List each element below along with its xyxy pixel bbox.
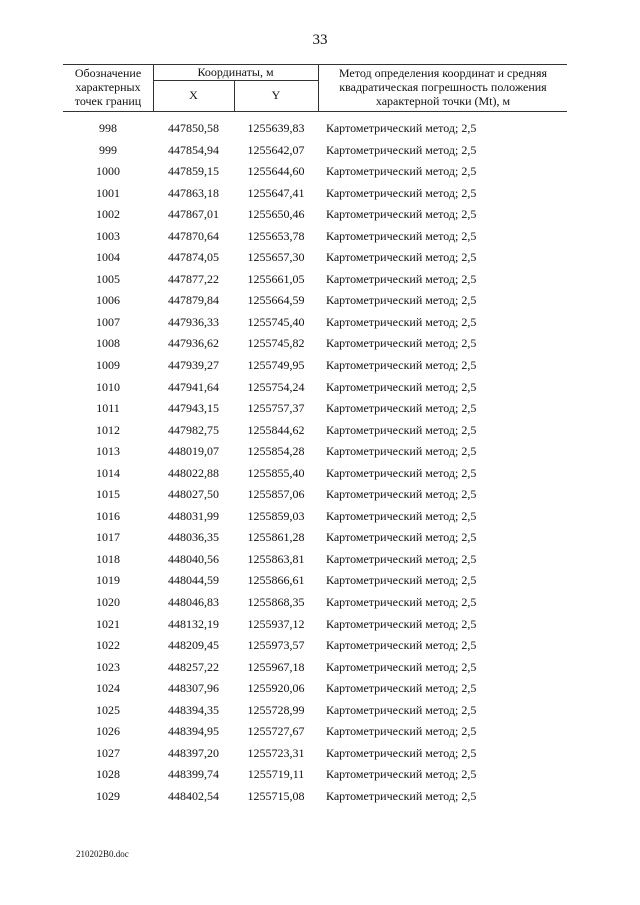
x-cell: 447859,15 — [168, 164, 219, 179]
table-row — [63, 678, 567, 700]
table-header — [63, 64, 567, 112]
coords-underline — [153, 80, 318, 81]
point-cell: 1008 — [96, 336, 120, 351]
point-cell: 999 — [99, 142, 117, 157]
x-cell: 448397,20 — [168, 745, 219, 760]
y-cell: 1255642,07 — [247, 142, 305, 157]
y-cell: 1255727,67 — [247, 724, 305, 739]
point-cell: 1025 — [96, 702, 120, 717]
y-cell: 1255973,57 — [247, 638, 305, 653]
method-cell: Картометрический метод; 2,5 — [326, 595, 477, 610]
table-row — [63, 290, 567, 312]
table-row — [63, 312, 567, 334]
header-coords: Координаты, м — [197, 65, 274, 79]
y-cell: 1255863,81 — [247, 551, 305, 566]
method-cell: Картометрический метод; 2,5 — [326, 401, 477, 416]
x-cell: 448209,45 — [168, 638, 219, 653]
x-cell: 448402,54 — [168, 788, 219, 803]
table-row — [63, 204, 567, 226]
method-cell: Картометрический метод; 2,5 — [326, 164, 477, 179]
method-cell: Картометрический метод; 2,5 — [326, 250, 477, 265]
table-row — [63, 463, 567, 485]
x-cell: 448022,88 — [168, 465, 219, 480]
method-cell: Картометрический метод; 2,5 — [326, 142, 477, 157]
point-cell: 1012 — [96, 422, 120, 437]
header-method-line1: Метод определения координат и средняя — [338, 66, 548, 80]
x-cell: 447939,27 — [168, 358, 219, 373]
method-cell: Картометрический метод; 2,5 — [326, 767, 477, 782]
table-row — [63, 743, 567, 765]
method-cell: Картометрический метод; 2,5 — [326, 444, 477, 459]
x-cell: 448394,35 — [168, 702, 219, 717]
table-row — [63, 635, 567, 657]
table-row — [63, 140, 567, 162]
y-cell: 1255868,35 — [247, 595, 305, 610]
method-cell: Картометрический метод; 2,5 — [326, 379, 477, 394]
point-cell: 1016 — [96, 508, 120, 523]
y-cell: 1255745,40 — [247, 314, 305, 329]
y-cell: 1255920,06 — [247, 681, 305, 696]
table-row — [63, 484, 567, 506]
point-cell: 1029 — [96, 788, 120, 803]
coordinates-table — [63, 118, 567, 808]
y-cell: 1255749,95 — [247, 358, 305, 373]
y-cell: 1255728,99 — [247, 702, 305, 717]
method-cell: Картометрический метод; 2,5 — [326, 681, 477, 696]
point-cell: 1014 — [96, 465, 120, 480]
method-cell: Картометрический метод; 2,5 — [326, 702, 477, 717]
y-cell: 1255644,60 — [247, 164, 305, 179]
x-cell: 447854,94 — [168, 142, 219, 157]
y-cell: 1255754,24 — [247, 379, 305, 394]
table-row — [63, 247, 567, 269]
y-cell: 1255844,62 — [247, 422, 305, 437]
table-row — [63, 700, 567, 722]
y-cell: 1255723,31 — [247, 745, 305, 760]
x-cell: 447877,22 — [168, 271, 219, 286]
x-cell: 447850,58 — [168, 121, 219, 135]
y-cell: 1255861,28 — [247, 530, 305, 545]
y-cell: 1255937,12 — [247, 616, 305, 631]
point-cell: 1009 — [96, 358, 120, 373]
header-x: X — [189, 88, 198, 102]
table-row — [63, 614, 567, 636]
x-cell: 448394,95 — [168, 724, 219, 739]
y-cell: 1255664,59 — [247, 293, 305, 308]
point-cell: 1019 — [96, 573, 120, 588]
method-cell: Картометрический метод; 2,5 — [326, 336, 477, 351]
point-cell: 1026 — [96, 724, 120, 739]
method-cell: Картометрический метод; 2,5 — [326, 185, 477, 200]
header-bottom-rule — [63, 111, 567, 112]
y-cell: 1255719,11 — [247, 767, 305, 782]
y-cell: 1255857,06 — [247, 487, 305, 502]
method-cell: Картометрический метод; 2,5 — [326, 121, 477, 135]
page-number: 33 — [312, 32, 328, 48]
point-cell: 1017 — [96, 530, 120, 545]
table-row — [63, 527, 567, 549]
method-cell: Картометрический метод; 2,5 — [326, 293, 477, 308]
point-cell: 1013 — [96, 444, 120, 459]
table-row — [63, 355, 567, 377]
header-top-rule — [63, 64, 567, 65]
table-row — [63, 420, 567, 442]
point-cell: 1006 — [96, 293, 120, 308]
header-point-line3: точек границ — [74, 94, 142, 108]
table-row — [63, 269, 567, 291]
point-cell: 1005 — [96, 271, 120, 286]
method-cell: Картометрический метод; 2,5 — [326, 508, 477, 523]
point-cell: 1023 — [96, 659, 120, 674]
table-row — [63, 657, 567, 679]
method-cell: Картометрический метод; 2,5 — [326, 530, 477, 545]
point-cell: 998 — [99, 121, 117, 135]
method-cell: Картометрический метод; 2,5 — [326, 314, 477, 329]
method-cell: Картометрический метод; 2,5 — [326, 207, 477, 222]
x-cell: 447863,18 — [168, 185, 219, 200]
x-cell: 448046,83 — [168, 595, 219, 610]
table-row — [63, 377, 567, 399]
point-cell: 1018 — [96, 551, 120, 566]
x-cell: 448036,35 — [168, 530, 219, 545]
method-cell: Картометрический метод; 2,5 — [326, 271, 477, 286]
method-cell: Картометрический метод; 2,5 — [326, 638, 477, 653]
x-cell: 448132,19 — [168, 616, 219, 631]
method-cell: Картометрический метод; 2,5 — [326, 724, 477, 739]
table-row — [63, 506, 567, 528]
x-cell: 447874,05 — [168, 250, 219, 265]
x-cell: 448019,07 — [168, 444, 219, 459]
point-cell: 1007 — [96, 314, 120, 329]
method-cell: Картометрический метод; 2,5 — [326, 788, 477, 803]
y-cell: 1255647,41 — [247, 185, 305, 200]
x-cell: 448044,59 — [168, 573, 219, 588]
y-cell: 1255855,40 — [247, 465, 305, 480]
y-cell: 1255639,83 — [247, 121, 305, 135]
header-method-line3: характерной точки (Mt), м — [375, 94, 511, 108]
x-cell: 447867,01 — [168, 207, 219, 222]
y-cell: 1255650,46 — [247, 207, 305, 222]
header-point-line1: Обозначение — [74, 66, 142, 80]
header-y: Y — [271, 88, 281, 102]
table-row — [63, 333, 567, 355]
point-cell: 1001 — [96, 185, 120, 200]
method-cell: Картометрический метод; 2,5 — [326, 745, 477, 760]
document-footer: 210202B0.doc — [76, 849, 129, 859]
table-row — [63, 161, 567, 183]
x-cell: 448031,99 — [168, 508, 219, 523]
x-cell: 448257,22 — [168, 659, 219, 674]
y-cell: 1255715,08 — [247, 788, 305, 803]
point-cell: 1021 — [96, 616, 120, 631]
table-row — [63, 721, 567, 743]
method-cell: Картометрический метод; 2,5 — [326, 422, 477, 437]
x-cell: 447936,62 — [168, 336, 219, 351]
method-cell: Картометрический метод; 2,5 — [326, 465, 477, 480]
method-cell: Картометрический метод; 2,5 — [326, 551, 477, 566]
point-cell: 1015 — [96, 487, 120, 502]
y-cell: 1255657,30 — [247, 250, 305, 265]
method-cell: Картометрический метод; 2,5 — [326, 659, 477, 674]
y-cell: 1255859,03 — [247, 508, 305, 523]
method-cell: Картометрический метод; 2,5 — [326, 573, 477, 588]
method-cell: Картометрический метод; 2,5 — [326, 358, 477, 373]
point-cell: 1024 — [96, 681, 120, 696]
y-cell: 1255653,78 — [247, 228, 305, 243]
point-cell: 1003 — [96, 228, 120, 243]
point-cell: 1020 — [96, 595, 120, 610]
x-cell: 447941,64 — [168, 379, 219, 394]
x-cell: 447936,33 — [168, 314, 219, 329]
y-cell: 1255745,82 — [247, 336, 305, 351]
method-cell: Картометрический метод; 2,5 — [326, 228, 477, 243]
table-row — [63, 398, 567, 420]
table-row — [63, 786, 567, 808]
point-cell: 1000 — [96, 164, 120, 179]
x-cell: 447870,64 — [168, 228, 219, 243]
x-cell: 448307,96 — [168, 681, 219, 696]
point-cell: 1004 — [96, 250, 120, 265]
x-cell: 448040,56 — [168, 551, 219, 566]
table-row — [63, 226, 567, 248]
x-cell: 447943,15 — [168, 401, 219, 416]
table-row — [63, 570, 567, 592]
x-cell: 448399,74 — [168, 767, 219, 782]
table-row — [63, 764, 567, 786]
method-cell: Картометрический метод; 2,5 — [326, 616, 477, 631]
table-row — [63, 118, 567, 140]
y-cell: 1255866,61 — [247, 573, 305, 588]
y-cell: 1255757,37 — [247, 401, 305, 416]
x-cell: 448027,50 — [168, 487, 219, 502]
table-row — [63, 441, 567, 463]
y-cell: 1255854,28 — [247, 444, 305, 459]
table-row — [63, 592, 567, 614]
point-cell: 1022 — [96, 638, 120, 653]
header-method-line2: квадратическая погрешность положения — [339, 80, 547, 94]
y-cell: 1255967,18 — [247, 659, 305, 674]
x-cell: 447879,84 — [168, 293, 219, 308]
table-row — [63, 549, 567, 571]
point-cell: 1011 — [96, 401, 120, 416]
point-cell: 1010 — [96, 379, 120, 394]
point-cell: 1028 — [96, 767, 120, 782]
point-cell: 1002 — [96, 207, 120, 222]
y-cell: 1255661,05 — [247, 271, 305, 286]
method-cell: Картометрический метод; 2,5 — [326, 487, 477, 502]
point-cell: 1027 — [96, 745, 120, 760]
table-row — [63, 183, 567, 205]
header-point-line2: характерных — [75, 80, 141, 94]
x-cell: 447982,75 — [168, 422, 219, 437]
